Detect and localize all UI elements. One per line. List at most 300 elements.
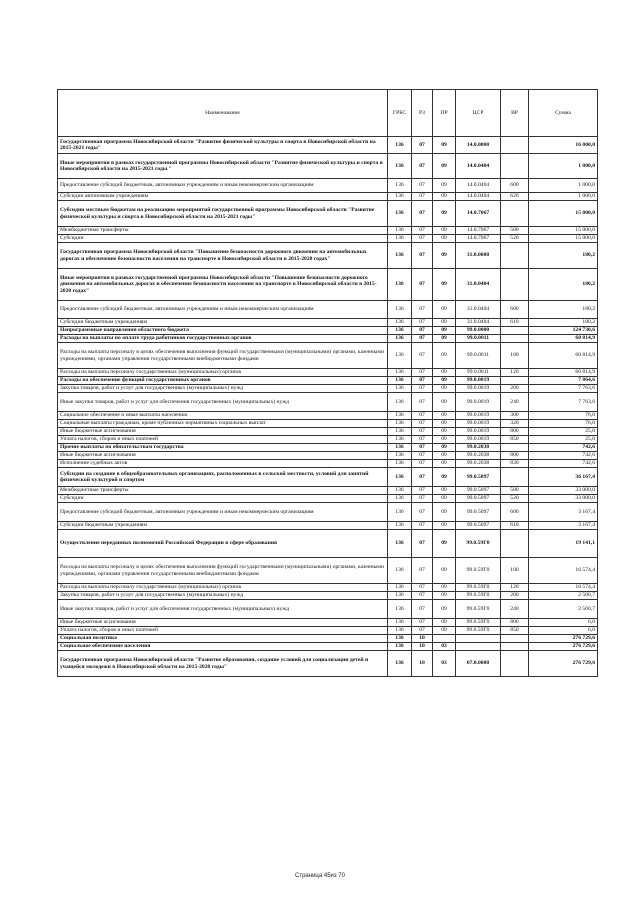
cell-rz: 10 [412,651,433,677]
cell-pr: 09 [433,619,456,627]
cell-vr [501,243,529,269]
cell-pr: 09 [433,487,456,495]
table-row [58,319,598,327]
cell-sum: 1 000,0 [529,193,598,201]
cell-pr: 09 [433,137,456,154]
cell-pr: 09 [433,335,456,343]
cell-rz: 07 [412,235,433,243]
cell-name: Расходы на выплаты персоналу государственных (муниципальных) органов [58,584,388,592]
header-name: Наименование [58,90,388,137]
table-row [58,600,598,619]
cell-pr: 09 [433,343,456,369]
cell-grbs: 136 [388,420,412,428]
cell-rz: 07 [412,319,433,327]
cell-rz: 07 [412,558,433,584]
cell-pr: 09 [433,530,456,558]
cell-name: Межбюджетные трансферты [58,227,388,235]
table-row [58,301,598,319]
cell-sum: 276 729,6 [529,635,598,643]
cell-sum: 7 763,6 [529,385,598,393]
table-body [58,137,598,677]
cell-grbs: 136 [388,619,412,627]
cell-sum: 16 574,4 [529,584,598,592]
cell-grbs: 136 [388,301,412,319]
cell-rz: 07 [412,327,433,335]
table-row [58,335,598,343]
cell-sum: 33 000,0 [529,495,598,503]
cell-pr: 09 [433,428,456,436]
cell-vr [501,154,529,179]
cell-vr: 850 [501,436,529,444]
cell-vr: 600 [501,179,529,193]
cell-name: Расходы на выплаты по оплате труда работников государственных органов [58,335,388,343]
cell-csr: 31.0.0404 [456,301,501,319]
cell-sum: 19 141,1 [529,530,598,558]
cell-pr: 09 [433,420,456,428]
cell-name: Расходы на выплаты персоналу государственных (муниципальных) органов [58,369,388,377]
cell-vr: 200 [501,385,529,393]
cell-pr: 09 [433,503,456,522]
cell-pr: 09 [433,412,456,420]
cell-csr: 14.0.7067 [456,201,501,227]
cell-rz: 07 [412,436,433,444]
cell-rz: 07 [412,600,433,619]
cell-grbs: 136 [388,227,412,235]
cell-pr: 09 [433,301,456,319]
cell-csr: 99.0.59Г0 [456,619,501,627]
cell-grbs: 136 [388,530,412,558]
cell-rz: 07 [412,227,433,235]
cell-name: Государственная программа Новосибирской области "Повышение безопасности дорожного движения на автомобильных дорогах и обеспечение безопасности населения на транспорте в Новосибирской области в 2015-2020 годах" [58,243,388,269]
cell-vr: 100 [501,558,529,584]
cell-vr: 850 [501,627,529,635]
cell-grbs: 136 [388,412,412,420]
cell-sum: 76,0 [529,420,598,428]
cell-grbs: 136 [388,452,412,460]
cell-sum: 15 000,0 [529,201,598,227]
cell-grbs: 136 [388,592,412,600]
cell-name: Расходы на выплаты персоналу в целях обеспечения выполнения функций государственными (муниципальными) органами, казенными учреждениями, органами управления государственными внебюджетными фондами [58,558,388,584]
cell-sum: 124 730,6 [529,327,598,335]
table-row [58,235,598,243]
table-row [58,227,598,235]
cell-vr: 620 [501,193,529,201]
cell-grbs: 136 [388,269,412,301]
cell-sum: 1 000,0 [529,154,598,179]
cell-name: Иные закупки товаров, работ и услуг для обеспечения государственных (муниципальных) нужд [58,393,388,412]
cell-grbs: 136 [388,327,412,335]
cell-rz: 07 [412,468,433,487]
cell-vr: 800 [501,619,529,627]
cell-vr: 500 [501,227,529,235]
cell-csr: 14.0.0404 [456,179,501,193]
cell-grbs: 136 [388,522,412,530]
header-grbs: ГРБС [388,90,412,137]
cell-csr: 14.0.0404 [456,154,501,179]
cell-csr: 99.0.2038 [456,444,501,452]
cell-vr: 300 [501,412,529,420]
cell-csr: 99.0.2038 [456,452,501,460]
cell-grbs: 136 [388,393,412,412]
table-row [58,137,598,154]
cell-grbs: 136 [388,385,412,393]
budget-table [57,89,598,677]
cell-csr: 31.0.0000 [456,243,501,269]
cell-csr: 99.0.5097 [456,522,501,530]
cell-grbs: 136 [388,558,412,584]
cell-grbs: 136 [388,201,412,227]
cell-vr: 800 [501,428,529,436]
cell-name: Субсидии на создание в общеобразовательных организациях, расположенных в сельской местности, условий для занятий физической культурой и спортом [58,468,388,487]
table-row [58,627,598,635]
cell-pr: 09 [433,436,456,444]
cell-rz: 07 [412,412,433,420]
cell-csr: 99.0.0019 [456,385,501,393]
cell-name: Иные бюджетные ассигнования [58,428,388,436]
cell-name: Закупка товаров, работ и услуг для государственных (муниципальных) нужд [58,385,388,393]
table-row [58,436,598,444]
cell-grbs: 136 [388,193,412,201]
cell-sum: 60 814,9 [529,343,598,369]
table-row [58,592,598,600]
cell-sum: 180,2 [529,301,598,319]
cell-grbs: 136 [388,468,412,487]
cell-vr: 610 [501,522,529,530]
cell-rz: 07 [412,201,433,227]
cell-grbs: 136 [388,635,412,643]
cell-sum: 7 864,6 [529,377,598,385]
cell-rz: 07 [412,343,433,369]
table-row [58,385,598,393]
cell-sum: 742,6 [529,460,598,468]
cell-pr: 09 [433,243,456,269]
cell-pr: 09 [433,558,456,584]
cell-pr: 09 [433,495,456,503]
cell-rz: 07 [412,154,433,179]
cell-name: Субсидии автономным учреждениям [58,193,388,201]
cell-vr [501,643,529,651]
cell-vr [501,269,529,301]
cell-pr: 09 [433,227,456,235]
cell-name: Субсидии местным бюджетам на реализацию мероприятий государственной программы Новосибирской области "Развитие физической культуры и спорта в Новосибирской области на 2015-2021 годы" [58,201,388,227]
cell-vr [501,201,529,227]
table-row [58,444,598,452]
cell-grbs: 136 [388,627,412,635]
cell-sum: 25,0 [529,428,598,436]
cell-sum: 180,2 [529,269,598,301]
cell-csr: 99.0.0011 [456,369,501,377]
cell-csr [456,643,501,651]
cell-pr: 03 [433,643,456,651]
cell-sum: 180,2 [529,243,598,269]
cell-vr [501,635,529,643]
cell-rz: 07 [412,460,433,468]
cell-name: Межбюджетные трансферты [58,487,388,495]
cell-vr [501,335,529,343]
cell-name: Социальное обеспечение населения [58,643,388,651]
cell-vr: 500 [501,487,529,495]
cell-vr [501,444,529,452]
cell-csr: 99.0.5097 [456,503,501,522]
cell-sum: 2 560,7 [529,592,598,600]
cell-name: Государственная программа Новосибирской области "Развитие физической культуры и спорта в Новосибирской области на 2015-2021 годы" [58,137,388,154]
table-row [58,428,598,436]
cell-rz: 07 [412,193,433,201]
cell-csr: 99.0.2038 [456,460,501,468]
cell-pr: 09 [433,201,456,227]
table-row [58,522,598,530]
cell-grbs: 136 [388,503,412,522]
cell-pr: 09 [433,393,456,412]
table-row [58,619,598,627]
cell-sum: 742,6 [529,444,598,452]
table-row [58,369,598,377]
cell-name: Иные бюджетные ассигнования [58,619,388,627]
table-row [58,643,598,651]
cell-grbs: 136 [388,377,412,385]
cell-rz: 07 [412,428,433,436]
cell-rz: 07 [412,243,433,269]
cell-sum: 76,0 [529,412,598,420]
cell-csr: 99.0.59Г0 [456,600,501,619]
cell-csr: 14.0.7067 [456,235,501,243]
table-row [58,452,598,460]
cell-csr: 14.0.0000 [456,137,501,154]
header-rz: РЗ [412,90,433,137]
cell-pr: 09 [433,269,456,301]
cell-rz: 07 [412,137,433,154]
cell-csr: 31.0.0404 [456,269,501,301]
cell-grbs: 136 [388,495,412,503]
header-csr: ЦСР [456,90,501,137]
cell-csr: 99.0.0019 [456,436,501,444]
cell-name: Предоставление субсидий бюджетным, автономным учреждениям и иным некоммерческим организациям [58,179,388,193]
page-number: Страница 45из 70 [295,873,345,879]
cell-grbs: 136 [388,600,412,619]
cell-pr: 09 [433,444,456,452]
cell-vr: 240 [501,393,529,412]
cell-grbs: 136 [388,235,412,243]
cell-sum: 276 729,6 [529,651,598,677]
cell-vr [501,137,529,154]
cell-sum: 60 814,9 [529,369,598,377]
cell-pr: 09 [433,235,456,243]
cell-rz: 07 [412,385,433,393]
cell-rz: 10 [412,635,433,643]
cell-grbs: 136 [388,335,412,343]
cell-pr: 09 [433,592,456,600]
cell-csr [456,635,501,643]
cell-sum: 15 000,0 [529,227,598,235]
cell-vr [501,468,529,487]
cell-pr: 09 [433,627,456,635]
cell-grbs: 136 [388,643,412,651]
header-row [58,90,598,137]
cell-grbs: 136 [388,369,412,377]
cell-rz: 07 [412,420,433,428]
cell-csr: 99.0.5097 [456,487,501,495]
cell-name: Иные бюджетные ассигнования [58,452,388,460]
cell-vr: 600 [501,503,529,522]
cell-rz: 07 [412,444,433,452]
cell-grbs: 136 [388,137,412,154]
cell-sum: 180,2 [529,319,598,327]
cell-sum: 1 000,0 [529,179,598,193]
cell-vr: 100 [501,343,529,369]
cell-csr: 99.0.0011 [456,343,501,369]
cell-grbs: 136 [388,487,412,495]
table-row [58,487,598,495]
cell-name: Осуществление переданных полномочий Российской Федерации в сфере образования [58,530,388,558]
cell-rz: 07 [412,619,433,627]
table-row [58,420,598,428]
cell-vr: 600 [501,301,529,319]
cell-rz: 10 [412,643,433,651]
cell-pr: 09 [433,377,456,385]
cell-name: Уплата налогов, сборов и иных платежей [58,436,388,444]
cell-sum: 16 574,4 [529,558,598,584]
cell-sum: 25,0 [529,436,598,444]
cell-vr: 120 [501,584,529,592]
cell-rz: 07 [412,627,433,635]
cell-vr: 800 [501,452,529,460]
cell-rz: 07 [412,179,433,193]
cell-csr: 99.0.59Г0 [456,530,501,558]
cell-name: Государственная программа Новосибирской области "Развитие образования, создание условий для социализации детей и учащейся молодежи в Новосибирской области на 2015-2020 годы" [58,651,388,677]
cell-rz: 07 [412,301,433,319]
cell-vr [501,377,529,385]
cell-pr: 09 [433,468,456,487]
cell-name: Иные мероприятия в рамках государственной программы Новосибирской области "Повышение безопасности дорожного движения на автомобильных дорогах и обеспечение безопасности населения на транспорте в Новосибирской области в 2015-2020 годах" [58,269,388,301]
cell-rz: 07 [412,269,433,301]
cell-sum: 276 729,6 [529,643,598,651]
table-row [58,651,598,677]
cell-vr: 120 [501,369,529,377]
cell-vr [501,530,529,558]
cell-csr: 99.0.0019 [456,377,501,385]
table-row [58,154,598,179]
cell-csr: 99.0.59Г0 [456,584,501,592]
cell-vr: 520 [501,235,529,243]
cell-csr: 99.0.0019 [456,420,501,428]
cell-rz: 07 [412,584,433,592]
cell-name: Закупка товаров, работ и услуг для государственных (муниципальных) нужд [58,592,388,600]
cell-sum: 16 000,0 [529,137,598,154]
cell-rz: 07 [412,592,433,600]
cell-name: Прочие выплаты по обязательствам государства [58,444,388,452]
cell-csr: 99.0.0019 [456,428,501,436]
cell-name: Расходы на обеспечение функций государственных органов [58,377,388,385]
cell-rz: 07 [412,393,433,412]
cell-rz: 07 [412,495,433,503]
table-row [58,530,598,558]
cell-pr [433,635,456,643]
cell-pr: 09 [433,193,456,201]
cell-grbs: 136 [388,154,412,179]
cell-csr: 99.0.59Г0 [456,592,501,600]
cell-name: Субсидии [58,495,388,503]
cell-pr: 09 [433,154,456,179]
cell-sum: 15 000,0 [529,235,598,243]
table-row [58,503,598,522]
cell-pr: 09 [433,327,456,335]
cell-sum: 2 560,7 [529,600,598,619]
cell-pr: 09 [433,179,456,193]
table-row [58,495,598,503]
table-header [58,90,598,137]
cell-rz: 07 [412,335,433,343]
cell-pr: 09 [433,452,456,460]
table-row [58,393,598,412]
cell-vr [501,327,529,335]
cell-name: Социальные выплаты гражданам, кроме публичных нормативных социальных выплат [58,420,388,428]
cell-vr [501,651,529,677]
table-row [58,327,598,335]
cell-name: Предоставление субсидий бюджетным, автономным учреждениям и иным некоммерческим организациям [58,301,388,319]
cell-name: Социальное обеспечение и иные выплаты населению [58,412,388,420]
cell-rz: 07 [412,530,433,558]
cell-pr: 03 [433,651,456,677]
cell-pr: 09 [433,385,456,393]
cell-name: Субсидии бюджетным учреждениям [58,522,388,530]
cell-pr: 09 [433,460,456,468]
cell-name: Расходы на выплаты персоналу в целях обеспечения выполнения функций государственными (муниципальными) органами, казенными учреждениями, органами управления государственными внебюджетными фондами [58,343,388,369]
cell-sum: 60 814,9 [529,335,598,343]
cell-csr: 14.0.0404 [456,193,501,201]
cell-csr: 99.0.0000 [456,327,501,335]
table-row [58,558,598,584]
table-row [58,460,598,468]
cell-csr: 14.0.7067 [456,227,501,235]
table-row [58,193,598,201]
cell-rz: 07 [412,377,433,385]
table-row [58,635,598,643]
cell-csr: 99.0.5097 [456,495,501,503]
table-row [58,343,598,369]
cell-pr: 09 [433,319,456,327]
cell-pr: 09 [433,369,456,377]
cell-vr: 830 [501,460,529,468]
cell-rz: 07 [412,487,433,495]
cell-grbs: 136 [388,319,412,327]
cell-csr: 99.0.59Г0 [456,627,501,635]
cell-vr: 520 [501,495,529,503]
cell-sum: 6,0 [529,619,598,627]
cell-grbs: 136 [388,584,412,592]
cell-csr: 99.0.0019 [456,412,501,420]
cell-name: Иные закупки товаров, работ и услуг для обеспечения государственных (муниципальных) нужд [58,600,388,619]
table-row [58,468,598,487]
cell-csr: 31.0.0404 [456,319,501,327]
cell-name: Субсидии [58,235,388,243]
table-row [58,201,598,227]
header-vr: ВР [501,90,529,137]
cell-grbs: 136 [388,444,412,452]
cell-rz: 07 [412,503,433,522]
cell-rz: 07 [412,452,433,460]
cell-name: Предоставление субсидий бюджетным, автономным учреждениям и иным некоммерческим организациям [58,503,388,522]
cell-name: Исполнение судебных актов [58,460,388,468]
cell-csr: 99.0.0019 [456,393,501,412]
cell-csr: 99.0.5097 [456,468,501,487]
cell-vr: 320 [501,420,529,428]
cell-sum: 3 167,4 [529,522,598,530]
cell-pr: 09 [433,522,456,530]
cell-rz: 07 [412,522,433,530]
header-pr: ПР [433,90,456,137]
cell-sum: 33 000,0 [529,487,598,495]
header-sum: Сумма [529,90,598,137]
